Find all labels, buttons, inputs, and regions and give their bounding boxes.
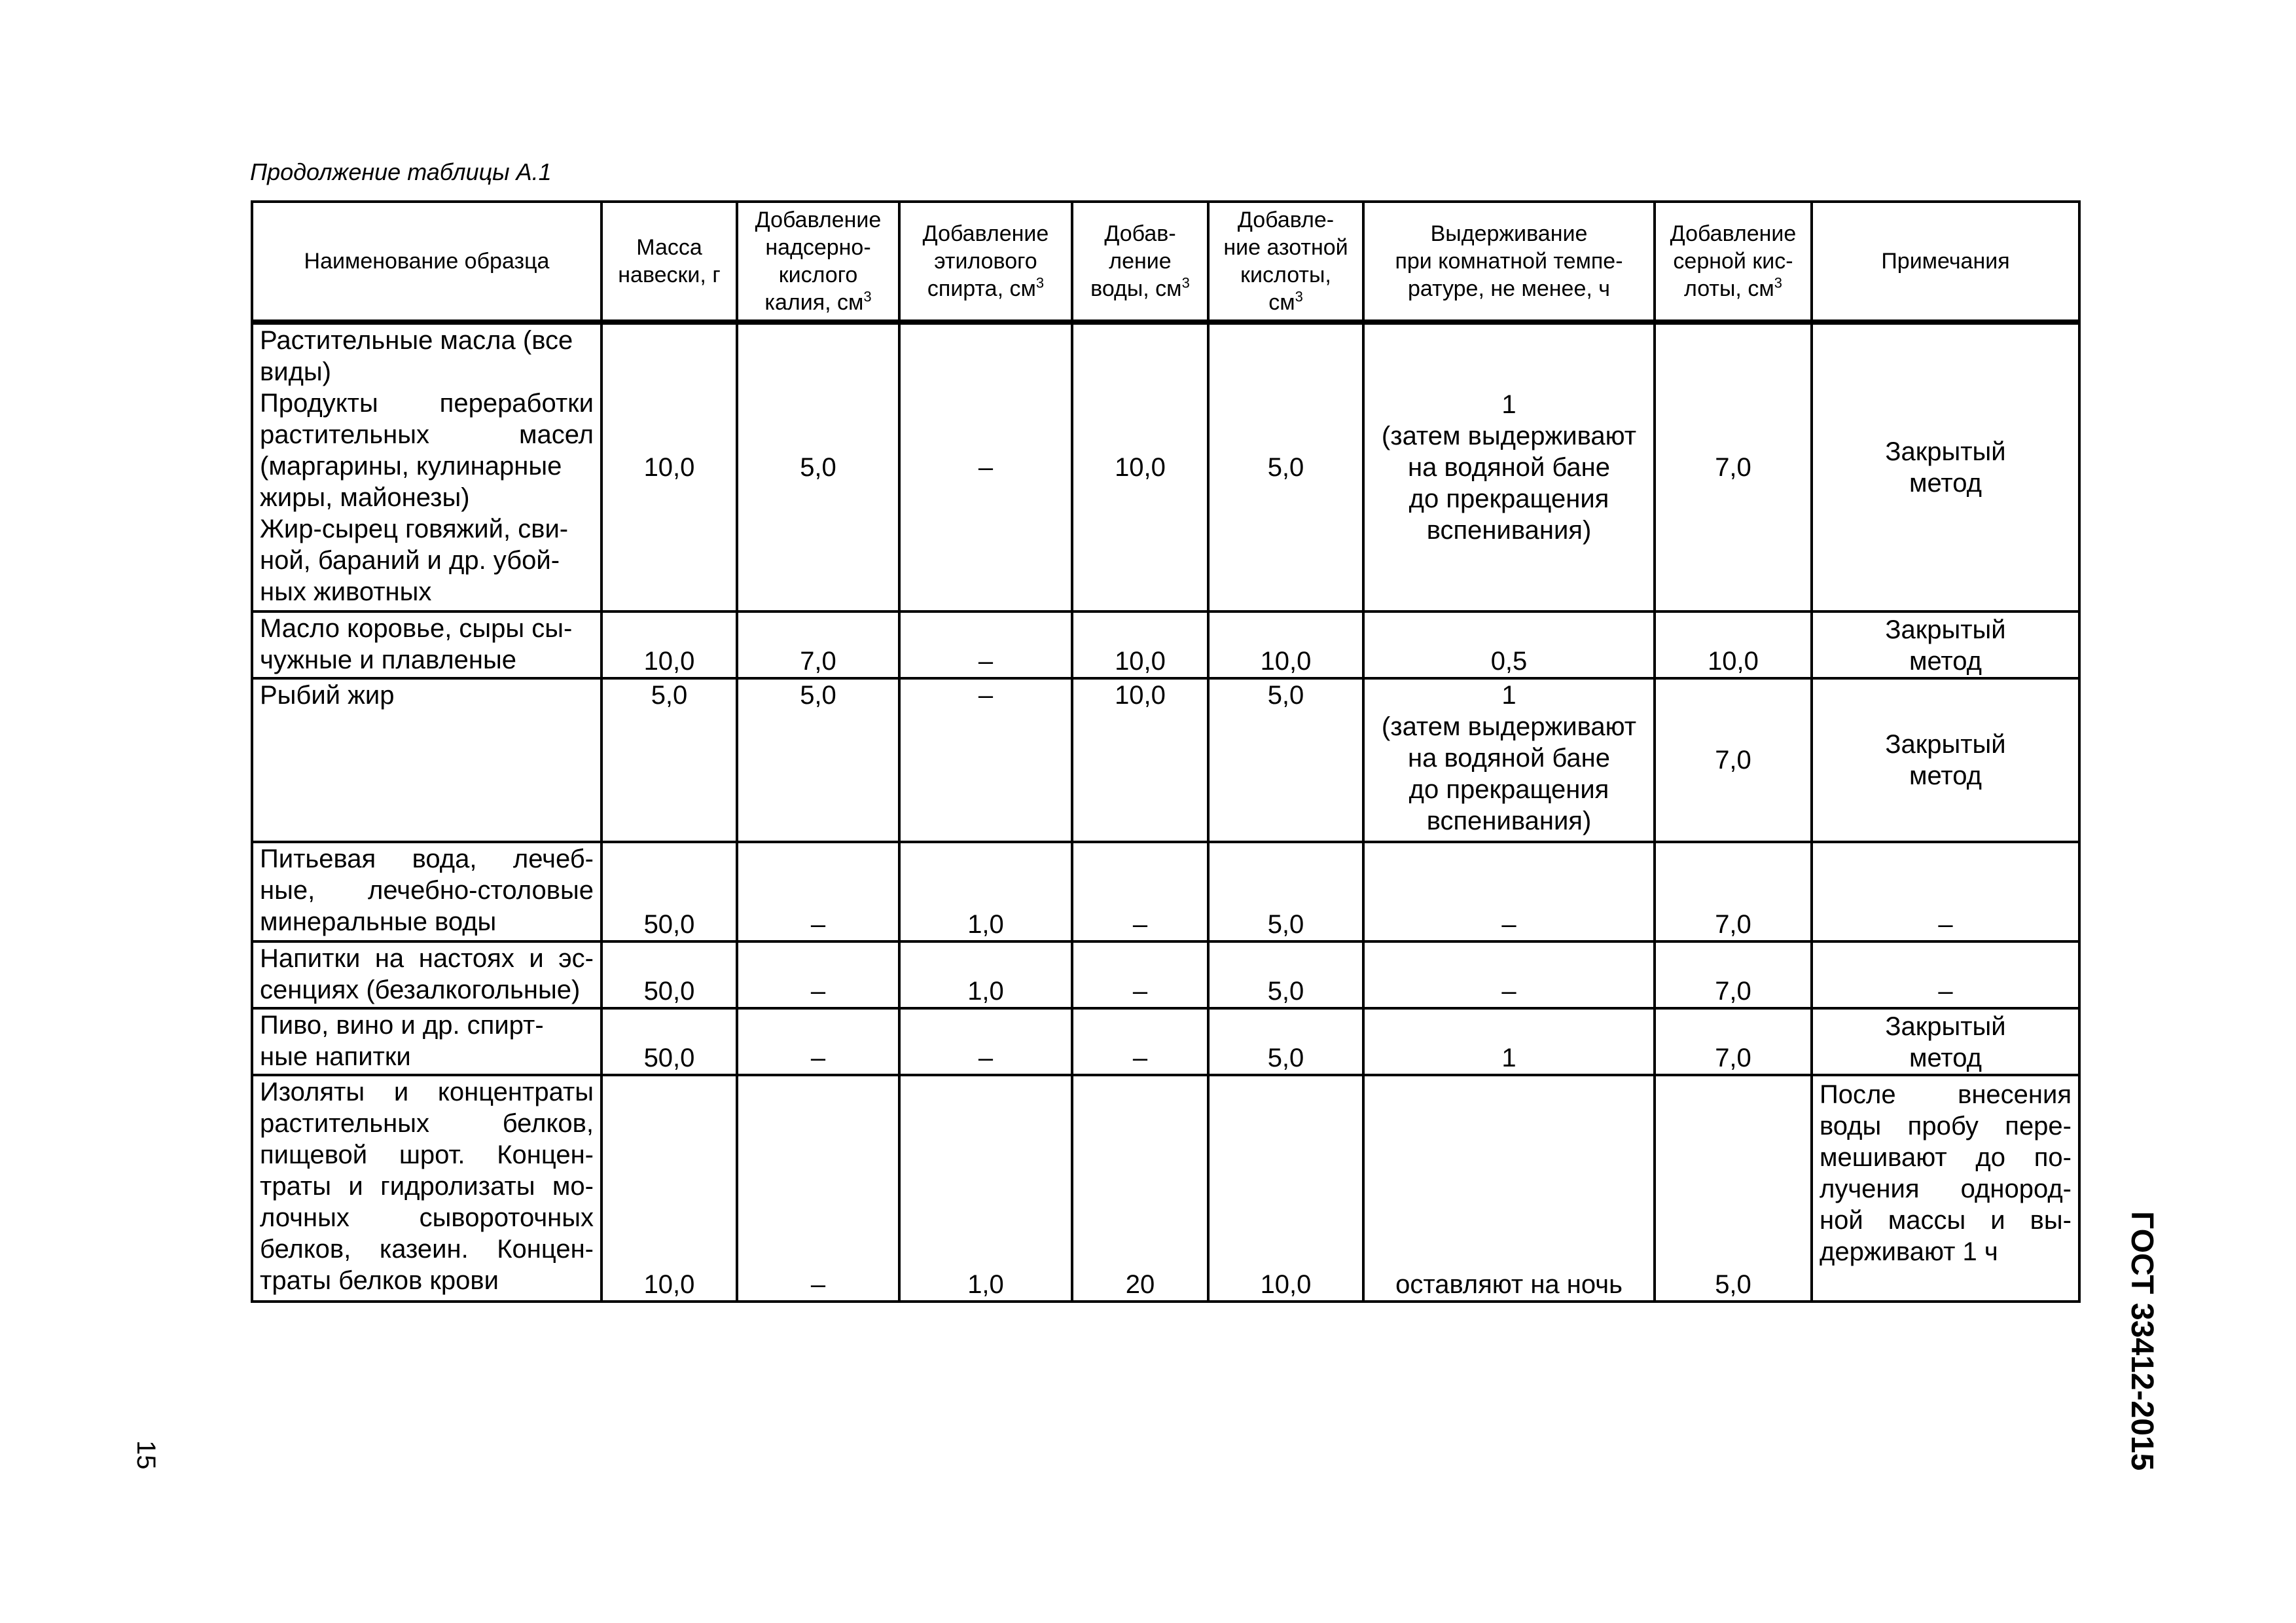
- row-hold: 1 (затем выдерживают на водяной бане до прекращения вспенивания): [1363, 678, 1655, 842]
- row-water: –: [1072, 1008, 1208, 1075]
- document-id: ГОСТ 33412-2015: [2125, 1211, 2159, 1471]
- row-water: –: [1072, 941, 1208, 1008]
- row-persulfate: –: [737, 941, 899, 1008]
- header-mass: Масса навески, г: [601, 202, 737, 322]
- row-nitric: 10,0: [1208, 1075, 1363, 1302]
- row-ethanol: –: [899, 1008, 1072, 1075]
- table-row: [252, 1008, 2079, 1075]
- header-water: Добав- ление воды, $см^3$: [1072, 202, 1208, 322]
- row-name: Рыбий жир: [252, 678, 601, 842]
- table-row: [252, 941, 2079, 1008]
- row-name: Пиво, вино и др. спирт- ные напитки: [252, 1008, 601, 1075]
- row-hold: оставляют на ночь: [1363, 1075, 1655, 1302]
- row-ethanol: –: [899, 678, 1072, 842]
- page-number: 15: [132, 1440, 160, 1470]
- header-notes: Примечания: [1812, 202, 2079, 322]
- row-name: Напитки на настоях и эс- сенциях (безалкогольные): [252, 941, 601, 1008]
- row-notes: Закрытый метод: [1812, 1008, 2079, 1075]
- row-persulfate: –: [737, 842, 899, 941]
- row-mass: 50,0: [601, 1008, 737, 1075]
- row-nitric: 5,0: [1208, 322, 1363, 611]
- sample-table: [251, 200, 2081, 1303]
- row-persulfate: –: [737, 1008, 899, 1075]
- row-sulfuric: 7,0: [1655, 941, 1812, 1008]
- row-water: 10,0: [1072, 611, 1208, 678]
- row-notes: Закрытый метод: [1812, 611, 2079, 678]
- row-ethanol: –: [899, 322, 1072, 611]
- row-nitric: 5,0: [1208, 678, 1363, 842]
- row-hold: –: [1363, 842, 1655, 941]
- row-sulfuric: 7,0: [1655, 678, 1812, 842]
- row-ethanol: 1,0: [899, 842, 1072, 941]
- table-row: [252, 842, 2079, 941]
- row-sulfuric: 7,0: [1655, 322, 1812, 611]
- table-row: [252, 1075, 2079, 1302]
- row-mass: 50,0: [601, 842, 737, 941]
- row-persulfate: 5,0: [737, 322, 899, 611]
- row-ethanol: 1,0: [899, 1075, 1072, 1302]
- row-persulfate: 7,0: [737, 611, 899, 678]
- row-nitric: 10,0: [1208, 611, 1363, 678]
- row-water: 20: [1072, 1075, 1208, 1302]
- row-hold: 1: [1363, 1008, 1655, 1075]
- row-ethanol: 1,0: [899, 941, 1072, 1008]
- row-notes: Закрытый метод: [1812, 322, 2079, 611]
- row-mass: 50,0: [601, 941, 737, 1008]
- row-hold: 1 (затем выдерживают на водяной бане до прекращения вспенивания): [1363, 322, 1655, 611]
- row-name: Растительные масла (все виды) Продукты переработки растительных масел (маргарины, кулинарные жиры, майонезы) Жир-сырец говяжий, сви- ной, бараний и др. убой- ных животных: [252, 322, 601, 611]
- row-notes: –: [1812, 941, 2079, 1008]
- table-row: [252, 322, 2079, 611]
- row-persulfate: 5,0: [737, 678, 899, 842]
- table-row: [252, 678, 2079, 842]
- row-water: –: [1072, 842, 1208, 941]
- row-nitric: 5,0: [1208, 842, 1363, 941]
- header-ethanol: Добавление этилового спирта, $см^3$: [899, 202, 1072, 322]
- header-name: Наименование образца: [252, 202, 601, 322]
- row-notes: Закрытый метод: [1812, 678, 2079, 842]
- row-sulfuric: 7,0: [1655, 1008, 1812, 1075]
- row-name: Масло коровье, сыры сы- чужные и плавленые: [252, 611, 601, 678]
- header-row: [252, 202, 2079, 322]
- table-row: [252, 611, 2079, 678]
- row-notes: После внесения воды пробу пере- мешивают до по- лучения однород- ной массы и вы- держивают 1 ч: [1812, 1075, 2079, 1302]
- row-mass: 10,0: [601, 1075, 737, 1302]
- row-mass: 10,0: [601, 611, 737, 678]
- row-hold: –: [1363, 941, 1655, 1008]
- row-ethanol: –: [899, 611, 1072, 678]
- row-sulfuric: 7,0: [1655, 842, 1812, 941]
- header-persulfate: Добавление надсерно- кислого калия, $см^3$: [737, 202, 899, 322]
- table-caption: Продолжение таблицы А.1: [250, 158, 552, 185]
- header-nitric: Добавле- ние азотной кислоты, $см^3$: [1208, 202, 1363, 322]
- row-mass: 5,0: [601, 678, 737, 842]
- row-name: Питьевая вода, лечеб- ные, лечебно-столовые минеральные воды: [252, 842, 601, 941]
- row-water: 10,0: [1072, 322, 1208, 611]
- row-water: 10,0: [1072, 678, 1208, 842]
- row-hold: 0,5: [1363, 611, 1655, 678]
- row-nitric: 5,0: [1208, 941, 1363, 1008]
- row-nitric: 5,0: [1208, 1008, 1363, 1075]
- row-sulfuric: 10,0: [1655, 611, 1812, 678]
- header-sulfuric: Добавление серной кис- лоты, $см^3$: [1655, 202, 1812, 322]
- row-mass: 10,0: [601, 322, 737, 611]
- header-hold: Выдерживание при комнатной темпе- ратуре, не менее, ч: [1363, 202, 1655, 322]
- row-sulfuric: 5,0: [1655, 1075, 1812, 1302]
- row-name: Изоляты и концентраты растительных белков, пищевой шрот. Концен- траты и гидролизаты мо- лочных сывороточных белков, казеин. Концен- траты белков крови: [252, 1075, 601, 1302]
- row-persulfate: –: [737, 1075, 899, 1302]
- row-notes: –: [1812, 842, 2079, 941]
